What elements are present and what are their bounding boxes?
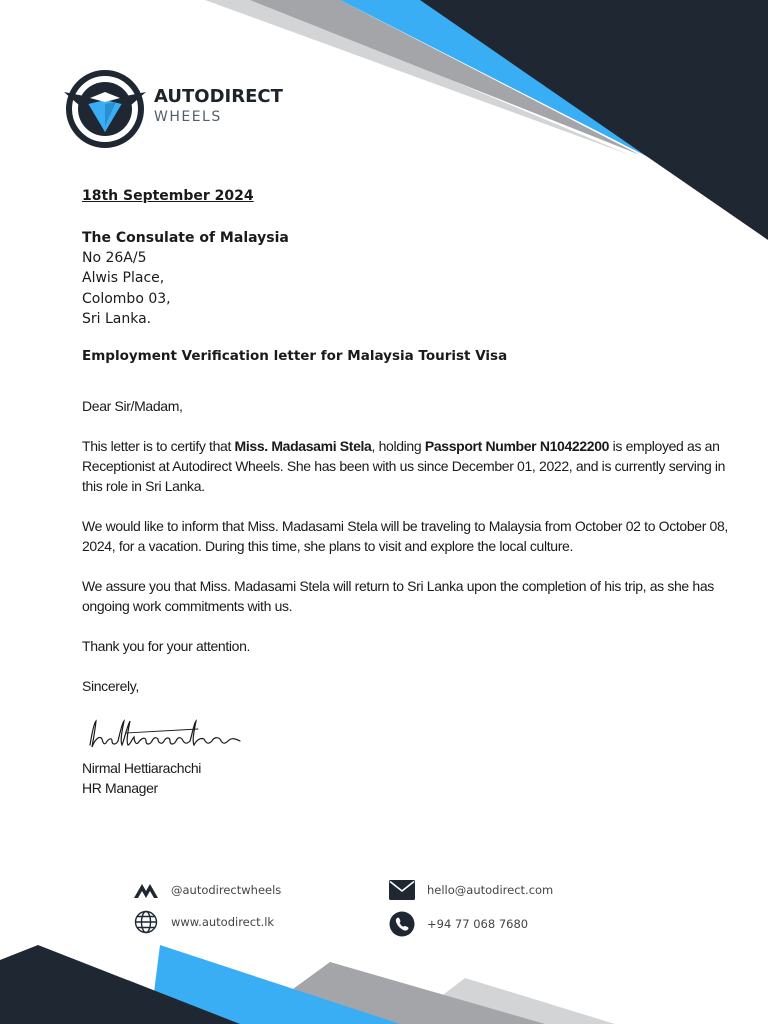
- paragraph-thanks: Thank you for your attention.: [82, 638, 251, 654]
- contact-email: [389, 877, 553, 903]
- signer-name: Nirmal Hettiarachchi: [82, 760, 202, 776]
- closing: Sincerely,: [82, 678, 139, 694]
- text-run: , holding: [371, 438, 425, 454]
- signer-block: [82, 758, 201, 798]
- email-link[interactable]: hello@autodirect.com: [427, 883, 554, 897]
- paragraph-travel: We would like to inform that Miss. Madasami Stela will be traveling to Malaysia from October 02 to October 08, 2024, for a vacation. During this time, she plans to visit and explore the local culture.: [82, 518, 728, 554]
- recipient-address: [82, 228, 289, 329]
- contact-social: [133, 877, 281, 903]
- globe-icon: [133, 909, 159, 935]
- brand-subtitle: WHEELS: [154, 109, 222, 125]
- paragraph-return: We assure you that Miss. Madasami Stela will return to Sri Lanka upon the completion of his trip, as she has ongoing work commitments with us.: [82, 578, 714, 614]
- letter-subject: Employment Verification letter for Malaysia Tourist Visa: [82, 348, 508, 364]
- contact-phone: [389, 911, 528, 937]
- text-run: This letter is to certify that: [82, 438, 235, 454]
- employee-name: Miss. Madasami Stela: [234, 438, 372, 454]
- address-line: Colombo 03,: [82, 290, 171, 307]
- website-link[interactable]: www.autodirect.lk: [171, 915, 275, 929]
- envelope-icon: [389, 877, 415, 903]
- handwritten-signature: [86, 715, 246, 755]
- letter-date: 18th September 2024: [82, 188, 254, 204]
- address-line: Alwis Place,: [82, 270, 165, 287]
- brand-name: AUTODIRECT: [154, 86, 283, 107]
- passport-number: Passport Number N10422200: [424, 438, 610, 454]
- recipient-org: The Consulate of Malaysia: [82, 230, 289, 246]
- address-line: Sri Lanka.: [82, 310, 152, 327]
- signer-title: HR Manager: [82, 780, 158, 796]
- brand-mark-icon: [133, 877, 159, 903]
- social-handle[interactable]: @autodirectwheels: [171, 883, 282, 897]
- address-line: No 26A/5: [82, 250, 147, 267]
- wheel-logo-icon: [64, 70, 148, 150]
- contact-web: [133, 909, 274, 935]
- phone-icon: [389, 911, 415, 937]
- phone-number[interactable]: +94 77 068 7680: [427, 917, 529, 931]
- salutation: Dear Sir/Madam,: [82, 398, 183, 414]
- paragraph-certification: [82, 436, 732, 496]
- letter-body: [82, 396, 732, 716]
- text-run: is employed as an Receptionist at Autodirect Wheels. She has been with us since December 01, 2022, and is currently serving in this role in Sri Lanka.: [82, 438, 726, 494]
